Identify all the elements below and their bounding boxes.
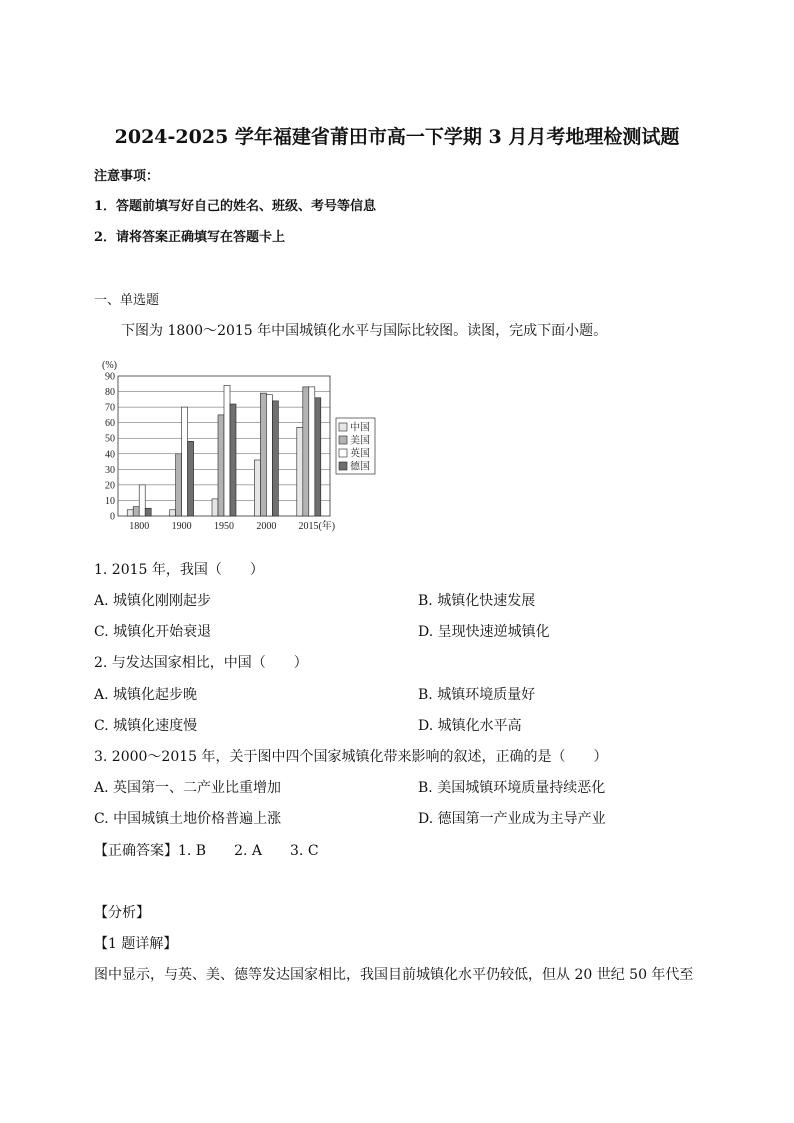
y-tick-label: 40 xyxy=(105,449,115,461)
x-tick-label: 1900 xyxy=(171,521,192,532)
bar-德国-1800 xyxy=(145,508,151,516)
question-1-option-b[interactable]: B. 城镇化快速发展 xyxy=(418,593,536,609)
question-3-option-a[interactable]: A. 英国第一、二产业比重增加 xyxy=(94,780,282,796)
note-item-1: 1．答题前填写好自己的姓名、班级、考号等信息 xyxy=(94,199,377,214)
legend-label: 英国 xyxy=(350,448,370,460)
question-1-option-c[interactable]: C. 城镇化开始衰退 xyxy=(94,624,212,640)
intro-text: 下图为 1800～2015 年中国城镇化水平与国际比较图。读图，完成下面小题。 xyxy=(121,323,608,339)
legend-swatch xyxy=(339,436,347,444)
bar-中国-2000 xyxy=(254,460,260,516)
legend-swatch xyxy=(339,462,347,470)
question-2-option-c[interactable]: C. 城镇化速度慢 xyxy=(94,718,198,734)
question-1-option-d[interactable]: D. 呈现快速逆城镇化 xyxy=(418,624,550,640)
y-tick-label: 50 xyxy=(105,433,115,445)
y-tick-label: 0 xyxy=(110,511,115,523)
y-tick-label: 70 xyxy=(105,402,115,414)
bar-中国-1800 xyxy=(127,510,133,516)
question-3-option-c[interactable]: C. 中国城镇土地价格普遍上涨 xyxy=(94,811,282,827)
y-tick-label: 30 xyxy=(105,464,115,476)
x-tick-label: 1950 xyxy=(214,521,234,532)
x-tick-label: 2000 xyxy=(256,521,277,532)
bar-德国-2015(年) xyxy=(315,398,321,516)
bar-美国-1900 xyxy=(176,454,182,516)
question-1-option-a[interactable]: A. 城镇化刚刚起步 xyxy=(94,593,212,609)
note-item-2: 2．请将答案正确填写在答题卡上 xyxy=(94,230,286,245)
y-tick-label: 20 xyxy=(105,480,115,492)
y-tick-label: 60 xyxy=(105,418,115,430)
analysis-subheading: 【1 题详解】 xyxy=(94,936,178,952)
bar-美国-1950 xyxy=(218,415,224,516)
bar-英国-1800 xyxy=(139,485,145,516)
question-3-option-b[interactable]: B. 美国城镇环境质量持续恶化 xyxy=(418,780,606,796)
question-3-stem: 3. 2000～2015 年，关于图中四个国家城镇化带来影响的叙述，正确的是（ ） xyxy=(94,749,608,765)
urbanization-bar-chart xyxy=(92,356,392,536)
x-tick-label: 2015(年) xyxy=(298,521,336,532)
bar-美国-2015(年) xyxy=(303,387,309,516)
analysis-heading: 【分析】 xyxy=(94,905,150,921)
bar-英国-1950 xyxy=(224,385,230,516)
chart-y-unit-label: (%) xyxy=(102,360,117,371)
y-tick-label: 80 xyxy=(105,387,115,399)
bar-中国-2015(年) xyxy=(297,427,303,516)
legend-label: 德国 xyxy=(350,461,370,473)
bar-中国-1900 xyxy=(170,510,176,516)
question-2-stem: 2. 与发达国家相比，中国（ ） xyxy=(94,655,308,671)
x-tick-label: 1800 xyxy=(129,521,150,532)
bar-英国-1900 xyxy=(182,407,188,516)
bar-德国-1950 xyxy=(230,404,236,516)
y-tick-label: 10 xyxy=(105,495,115,507)
section-heading: 一、单选题 xyxy=(94,293,160,308)
answer-line xyxy=(94,840,319,860)
bar-美国-1800 xyxy=(133,507,139,516)
document-title: 2024-2025 学年福建省莆田市高一下学期 3 月月考地理检测试题 xyxy=(114,126,680,148)
question-2-option-b[interactable]: B. 城镇环境质量好 xyxy=(418,687,536,703)
legend-swatch xyxy=(339,423,347,431)
bar-中国-1950 xyxy=(212,499,218,516)
bar-美国-2000 xyxy=(260,393,266,516)
bar-英国-2000 xyxy=(266,395,272,516)
y-tick-label: 90 xyxy=(105,371,115,383)
bar-德国-1900 xyxy=(188,441,194,516)
bar-英国-2015(年) xyxy=(309,387,315,516)
answer-values: 1. B 2. A 3. C xyxy=(178,843,319,859)
legend-label: 美国 xyxy=(350,435,370,447)
question-3-option-d[interactable]: D. 德国第一产业成为主导产业 xyxy=(418,811,606,827)
legend-label: 中国 xyxy=(350,422,370,434)
answer-label: 【正确答案】 xyxy=(94,843,178,859)
question-2-option-a[interactable]: A. 城镇化起步晚 xyxy=(94,687,198,703)
legend-swatch xyxy=(339,449,347,457)
bar-德国-2000 xyxy=(272,401,278,516)
notes-heading: 注意事项： xyxy=(94,169,160,184)
question-2-option-d[interactable]: D. 城镇化水平高 xyxy=(418,718,522,734)
question-1-stem: 1. 2015 年，我国（ ） xyxy=(94,562,264,578)
analysis-text: 图中显示，与英、美、德等发达国家相比，我国目前城镇化水平仍较低，但从 20 世纪 50 年代至 xyxy=(94,967,694,983)
